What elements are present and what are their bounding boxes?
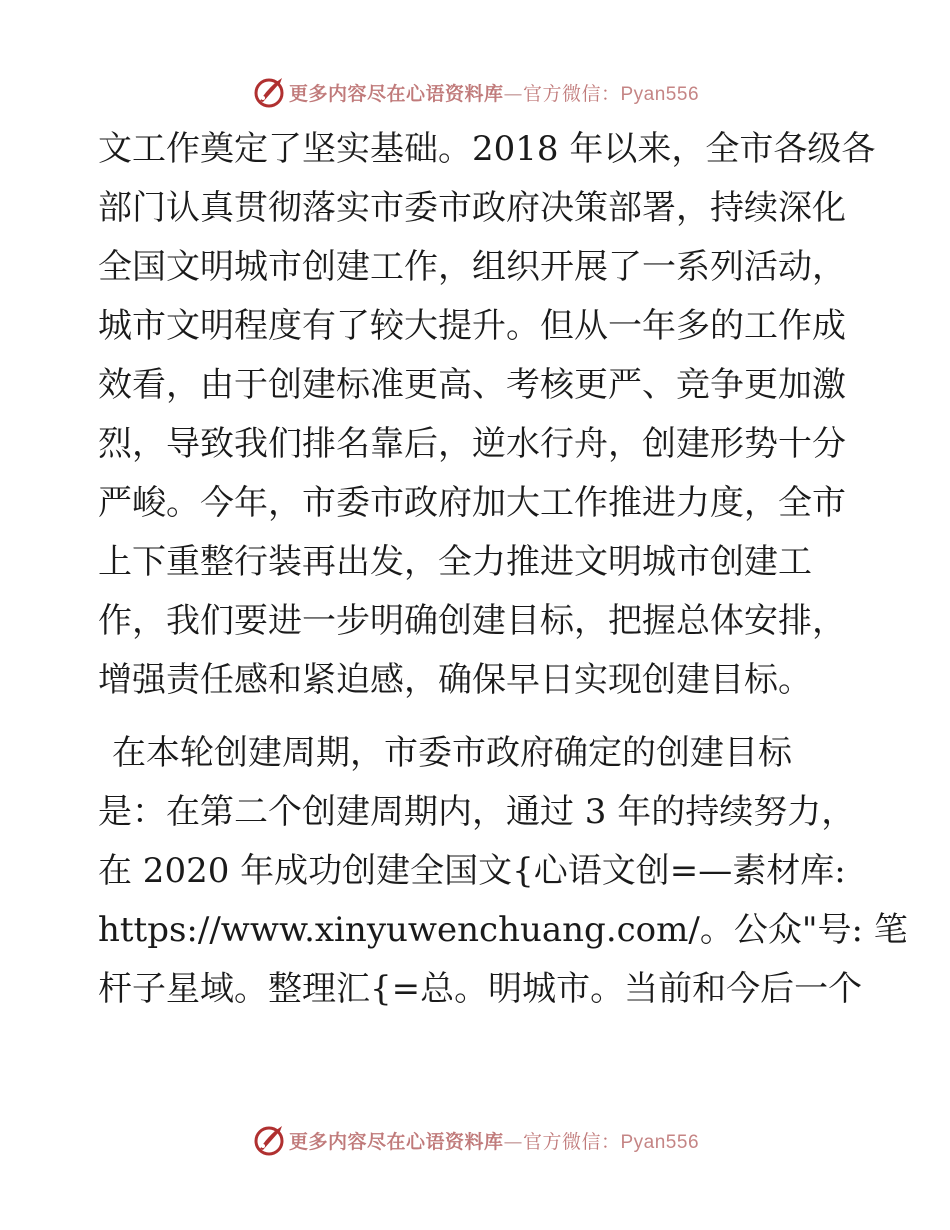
text-line: https://www.xinyuwenchuang.com/。公众"号: 笔	[98, 910, 908, 950]
header-watermark-dash: —	[503, 82, 523, 105]
text-line: 严峻。今年，市委市政府加大工作推进力度，全市	[98, 483, 846, 523]
footer-watermark-dash: —	[503, 1130, 523, 1153]
text-line: 城市文明程度有了较大提升。但从一年多的工作成	[98, 306, 846, 346]
text-line: 在 2020 年成功创建全国文{心语文创=—素材库:	[98, 851, 846, 891]
text-line: 作，我们要进一步明确创建目标，把握总体安排，	[98, 601, 846, 641]
paragraph-spacer	[98, 710, 868, 724]
text-line: 部门认真贯彻落实市委市政府决策部署，持续深化	[98, 188, 846, 228]
footer-watermark-official: 官方微信：	[522, 1130, 621, 1153]
footer-watermark-handle: Pyan556	[620, 1131, 700, 1153]
text-line: 效看，由于创建标准更高、考核更严、竞争更加激	[98, 365, 846, 405]
paragraph-1	[98, 120, 876, 710]
paragraph-2	[98, 724, 908, 1019]
text-line: 杆子星域。整理汇{=总。明城市。当前和今后一个	[98, 969, 863, 1009]
quill-logo-icon	[251, 74, 287, 110]
quill-logo-icon	[251, 1122, 287, 1158]
header-watermark-banner	[0, 72, 950, 112]
text-line: 全国文明城市创建工作，组织开展了一系列活动，	[98, 247, 846, 287]
footer-watermark-text	[289, 1127, 699, 1154]
footer-watermark-main: 更多内容尽在心语资料库	[288, 1130, 504, 1153]
text-line: 上下重整行装再出发，全力推进文明城市创建工	[98, 542, 812, 582]
footer-watermark-banner	[0, 1120, 950, 1160]
text-line: 文工作奠定了坚实基础。2018 年以来，全市各级各	[98, 129, 876, 169]
text-line: 烈，导致我们排名靠后，逆水行舟，创建形势十分	[98, 424, 846, 464]
header-watermark-official: 官方微信：	[522, 82, 621, 105]
text-line: 增强责任感和紧迫感，确保早日实现创建目标。	[98, 660, 812, 700]
header-watermark-text	[289, 79, 699, 106]
header-watermark-handle: Pyan556	[620, 83, 700, 105]
header-watermark-main: 更多内容尽在心语资料库	[288, 82, 504, 105]
text-line: 在本轮创建周期，市委市政府确定的创建目标	[112, 733, 792, 773]
document-body	[98, 120, 908, 1019]
text-line: 是：在第二个创建周期内，通过 3 年的持续努力，	[98, 792, 856, 832]
